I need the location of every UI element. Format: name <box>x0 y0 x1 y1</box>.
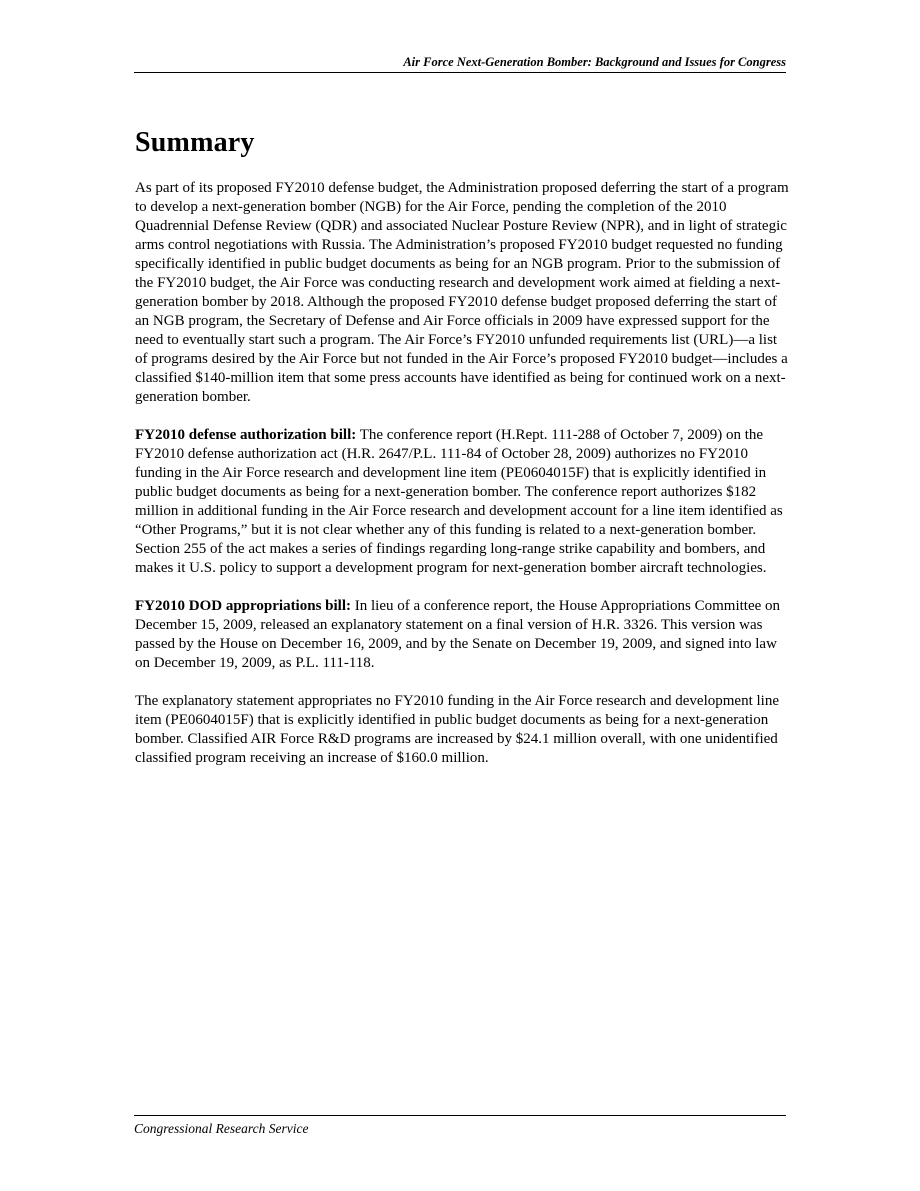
header-divider <box>134 72 786 73</box>
paragraph-lead: FY2010 DOD appropriations bill: <box>135 598 351 614</box>
paragraph-text: In lieu of a conference report, the House Appropriations Committee on December 15, 2009, released an explanatory statement on a final version of H.R. 3326. This version was passed by the House on December 16, 2009, and by the Senate on December 19, 2009, and signed into law on December 19, 2009, as P.L. 111-118. <box>135 598 781 671</box>
section-heading: Summary <box>135 127 255 158</box>
running-footer: Congressional Research Service <box>134 1121 309 1136</box>
authorization-bill-paragraph <box>135 426 790 578</box>
summary-paragraph <box>135 179 790 407</box>
explanatory-statement-paragraph <box>135 692 790 768</box>
paragraph-text: The conference report (H.Rept. 111-288 of October 7, 2009) on the FY2010 defense authorization act (H.R. 2647/P.L. 111-84 of October 28, 2009) authorizes no FY2010 funding in the Air Force research and development line item (PE0604015F) that is explicitly identified in public budget documents as being for a next-generation bomber. The conference report authorizes $182 million in additional funding in the Air Force research and development account for a line item identified as “Other Programs,” but it is not clear whether any of this funding is related to a next-generation bomber. Section 255 of the act makes a series of findings regarding long-range strike capability and bombers, and makes it U.S. policy to support a development program for next-generation bomber aircraft technologies. <box>135 427 783 576</box>
paragraph-text: As part of its proposed FY2010 defense budget, the Administration proposed deferring the start of a program to develop a next-generation bomber (NGB) for the Air Force, pending the completion of the 2010 Quadrennial Defense Review (QDR) and associated Nuclear Posture Review (NPR), and in light of strategic arms control negotiations with Russia. The Administration’s proposed FY2010 budget requested no funding specifically identified in public budget documents as being for an NGB program. Prior to the submission of the FY2010 budget, the Air Force was conducting research and development work aimed at fielding a next-generation bomber by 2018. Although the proposed FY2010 defense budget proposed deferring the start of an NGB program, the Secretary of Defense and Air Force officials in 2009 have expressed support for the need to eventually start such a program. The Air Force’s FY2010 unfunded requirements list (URL)—a list of programs desired by the Air Force but not funded in the Air Force’s proposed FY2010 budget—includes a classified $140-million item that some press accounts have identified as being for continued work on a next-generation bomber. <box>135 180 789 405</box>
appropriations-bill-paragraph <box>135 597 790 673</box>
running-header: Air Force Next-Generation Bomber: Background and Issues for Congress <box>403 55 786 69</box>
paragraph-text: The explanatory statement appropriates no FY2010 funding in the Air Force research and development line item (PE0604015F) that is explicitly identified in public budget documents as being for a next-generation bomber. Classified AIR Force R&D programs are increased by $24.1 million overall, with one unidentified classified program receiving an increase of $160.0 million. <box>135 693 779 766</box>
paragraph-lead: FY2010 defense authorization bill: <box>135 427 357 443</box>
document-body <box>135 126 790 787</box>
footer-divider <box>134 1115 786 1116</box>
